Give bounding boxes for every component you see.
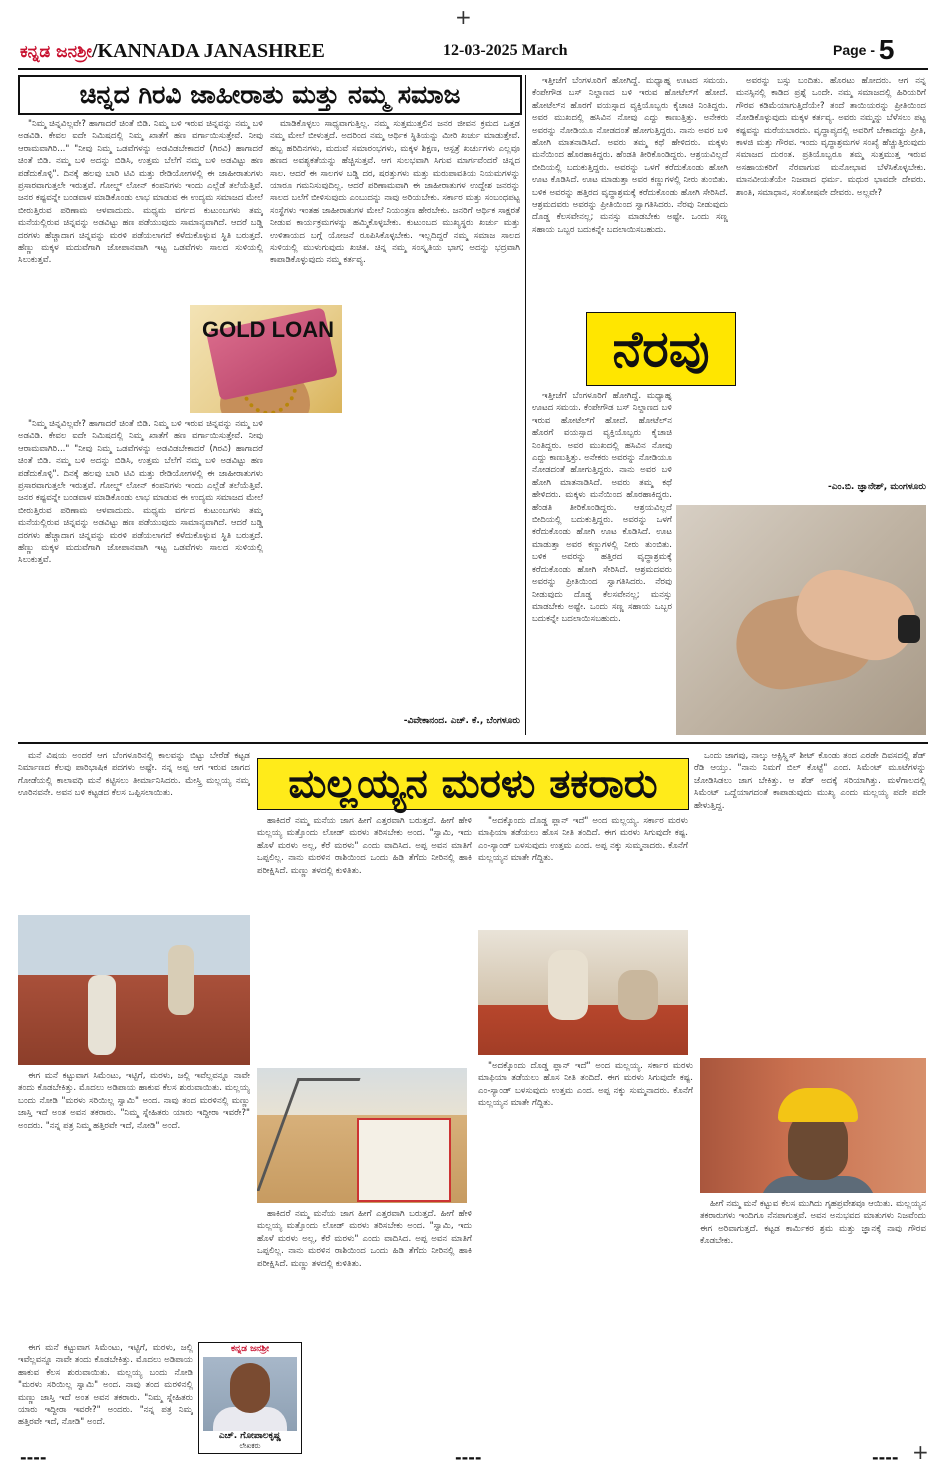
article1-headline-box <box>18 75 522 115</box>
page-indicator <box>833 34 894 66</box>
crop-mark-bottom: + <box>912 1440 929 1464</box>
construction-worker-image <box>700 1058 926 1193</box>
article3-col-left-top-text: ಮನೆ ವಿಷಯ ಅಂದರೆ ಆಗ ಬೆಂಗಳೂರಿನಲ್ಲಿ ಕಾಲವನ್ನು ಬಿಟ್ಟು ಬೇರೆಡೆ ಕಟ್ಟಡ ನಿರ್ಮಾಣದ ಕೆಲವು ಪಾರಿಭಾಷಿಕ ಪದಗಳು ಅಷ್ಟೇ. ನನ್ನ ಅಪ್ಪ ಆಗ ಇರುವ ಜಾಗದ ಗೋಡೆಯಲ್ಲಿ ಕಾಲಾವಧಿ ಮನೆ ಕಟ್ಟಿಸಲು ತೀರ್ಮಾನಿಸಿದರು. ಮೇಸ್ತ್ರಿ ಮಲ್ಲಯ್ಯ ನಮ್ಮ ಊರಿನವನೇ. ಅವನ ಬಳಿ ಕಟ್ಟಡದ ಕೆಲಸ ಒಪ್ಪಿಸಲಾಯಿತು. <box>18 751 250 799</box>
article3-col-mid2-bottom-text: "ಅದಕ್ಕೊಂದು ದೊಡ್ಡ ಪ್ಲಾನ್ ಇದೆ" ಅಂದ ಮಲ್ಲಯ್ಯ. ಸರ್ಕಾರ ಮರಳು ಮಾಫಿಯಾ ತಡೆಯಲು ಹೊಸ ನೀತಿ ತಂದಿದೆ. ಈಗ ಮರಳು ಸಿಗುವುದೇ ಕಷ್ಟ. ಎಂ-ಸ್ಯಾಂಡ್ ಬಳಸುವುದು ಉತ್ತಮ ಎಂದ. ಅಪ್ಪ ನಕ್ಕು ಸುಮ್ಮನಾದರು. ಕೊನೆಗೆ ಮಲ್ಲಯ್ಯನ ಮಾತೇ ಗೆದ್ದಿತು. <box>478 1061 693 1109</box>
bricklaying-image <box>478 930 688 1055</box>
article2-col2 <box>736 75 926 465</box>
author-box-title: ಕನ್ನಡ ಜನಶ್ರೀ <box>230 1344 270 1354</box>
article1-byline: -ವಿವೇಕಾನಂದ. ಎಚ್. ಕೆ., ಬೆಂಗಳೂರು <box>403 716 520 726</box>
wristwatch-shape <box>898 615 920 643</box>
author-face-shape <box>230 1363 270 1413</box>
article3-col-left-top <box>18 750 250 910</box>
masthead-brand <box>20 40 325 63</box>
article1-col1-bottom <box>18 418 263 728</box>
article1-col1-text: "ನಿಮ್ಮ ಚಿನ್ನವಿಲ್ಲವೇ? ಹಾಗಾದರೆ ಚಿಂತೆ ಬಿಡಿ. ನಿಮ್ಮ ಬಳಿ ಇರುವ ಚಿನ್ನವನ್ನು ನಮ್ಮ ಬಳಿ ಅಡವಿಡಿ. ಕೇವಲ ಐದೇ ನಿಮಿಷದಲ್ಲಿ ನಿಮ್ಮ ಖಾತೆಗೆ ಹಣ ವರ್ಗಾಯಿಸುತ್ತೇವೆ. ನೀವು ಆರಾಮವಾಗಿರಿ..." "ನೀವು ನಿಮ್ಮ ಒಡವೆಗಳನ್ನು ಅಡವಿಡಬೇಕಾದರೆ (ಗಿರವಿ) ಹಾಗಾದರೆ ಚಿಂತೆ ಬಿಡಿ. ನಮ್ಮ ಬಳಿ ಅದನ್ನು ಬಿಡಿಸಿ, ಉತ್ತಮ ಬೆಲೆಗೆ ನಮ್ಮ ಬಳಿ ಅಡವಿಟ್ಟು ಹಣ ಪಡೆದುಕೊಳ್ಳಿ". ದಿನಕ್ಕೆ ಹಲವು ಬಾರಿ ಟಿವಿ ಮತ್ತು ರೇಡಿಯೋಗಳಲ್ಲಿ ಈ ಜಾಹೀರಾತುಗಳು ಪ್ರಸಾರವಾಗುತ್ತಲೇ ಇರುತ್ತವೆ. ಗೋಲ್ಡ್ ಲೋನ್ ಕಂಪನಿಗಳು ಇಂದು ಎಲ್ಲೆಡೆ ತಲೆಯೆತ್ತಿವೆ. ಜನರ ಕಷ್ಟವನ್ನೇ ಬಂಡವಾಳ ಮಾಡಿಕೊಂಡು ಲಾಭ ಮಾಡುವ ಈ ಉದ್ಯಮ ಸಮಾಜದ ಮೇಲೆ ಬೀರುತ್ತಿರುವ ಪರಿಣಾಮ ಆಳವಾದುದು. ಮಧ್ಯಮ ವರ್ಗದ ಕುಟುಂಬಗಳು ತಮ್ಮ ಮನೆಯಲ್ಲಿರುವ ಚಿನ್ನವನ್ನು ಅಡವಿಟ್ಟು ಹಣ ಪಡೆಯುವುದು ಸಾಮಾನ್ಯವಾಗಿದೆ. ಆದರೆ ಬಡ್ಡಿ ದರಗಳು ಹೆಚ್ಚಾದಾಗ ಚಿನ್ನವನ್ನು ಮರಳಿ ಪಡೆಯಲಾಗದೆ ಕಳೆದುಕೊಳ್ಳುವ ಸ್ಥಿತಿ ಬರುತ್ತದೆ. ಹೆಣ್ಣು ಮಕ್ಕಳ ಮದುವೆಗಾಗಿ ಜೋಪಾನವಾಗಿ ಇಟ್ಟ ಒಡವೆಗಳು ಸಾಲದ ಸುಳಿಯಲ್ಲಿ ಸಿಲುಕುತ್ತವೆ. <box>18 119 263 266</box>
author-role: ಲೇಖಕರು <box>239 1442 261 1450</box>
issue-date: 12-03-2025 March <box>443 42 568 59</box>
article3-headline: ಮಲ್ಲಯ್ಯನ ಮರಳು ತಕರಾರು <box>288 761 658 807</box>
article1-col1-continued: "ನಿಮ್ಮ ಚಿನ್ನವಿಲ್ಲವೇ? ಹಾಗಾದರೆ ಚಿಂತೆ ಬಿಡಿ. ನಿಮ್ಮ ಬಳಿ ಇರುವ ಚಿನ್ನವನ್ನು ನಮ್ಮ ಬಳಿ ಅಡವಿಡಿ. ಕೇವಲ ಐದೇ ನಿಮಿಷದಲ್ಲಿ ನಿಮ್ಮ ಖಾತೆಗೆ ಹಣ ವರ್ಗಾಯಿಸುತ್ತೇವೆ. ನೀವು ಆರಾಮವಾಗಿರಿ..." "ನೀವು ನಿಮ್ಮ ಒಡವೆಗಳನ್ನು ಅಡವಿಡಬೇಕಾದರೆ (ಗಿರವಿ) ಹಾಗಾದರೆ ಚಿಂತೆ ಬಿಡಿ. ನಮ್ಮ ಬಳಿ ಅದನ್ನು ಬಿಡಿಸಿ, ಉತ್ತಮ ಬೆಲೆಗೆ ನಮ್ಮ ಬಳಿ ಅಡವಿಟ್ಟು ಹಣ ಪಡೆದುಕೊಳ್ಳಿ". ದಿನಕ್ಕೆ ಹಲವು ಬಾರಿ ಟಿವಿ ಮತ್ತು ರೇಡಿಯೋಗಳಲ್ಲಿ ಈ ಜಾಹೀರಾತುಗಳು ಪ್ರಸಾರವಾಗುತ್ತಲೇ ಇರುತ್ತವೆ. ಗೋಲ್ಡ್ ಲೋನ್ ಕಂಪನಿಗಳು ಇಂದು ಎಲ್ಲೆಡೆ ತಲೆಯೆತ್ತಿವೆ. ಜನರ ಕಷ್ಟವನ್ನೇ ಬಂಡವಾಳ ಮಾಡಿಕೊಂಡು ಲಾಭ ಮಾಡುವ ಈ ಉದ್ಯಮ ಸಮಾಜದ ಮೇಲೆ ಬೀರುತ್ತಿರುವ ಪರಿಣಾಮ ಆಳವಾದುದು. ಮಧ್ಯಮ ವರ್ಗದ ಕುಟುಂಬಗಳು ತಮ್ಮ ಮನೆಯಲ್ಲಿರುವ ಚಿನ್ನವನ್ನು ಅಡವಿಟ್ಟು ಹಣ ಪಡೆಯುವುದು ಸಾಮಾನ್ಯವಾಗಿದೆ. ಆದರೆ ಬಡ್ಡಿ ದರಗಳು ಹೆಚ್ಚಾದಾಗ ಚಿನ್ನವನ್ನು ಮರಳಿ ಪಡೆಯಲಾಗದೆ ಕಳೆದುಕೊಳ್ಳುವ ಸ್ಥಿತಿ ಬರುತ್ತದೆ. ಹೆಣ್ಣು ಮಕ್ಕಳ ಮದುವೆಗಾಗಿ ಜೋಪಾನವಾಗಿ ಇಟ್ಟ ಒಡವೆಗಳು ಸಾಲದ ಸುಳಿಯಲ್ಲಿ ಸಿಲುಕುತ್ತವೆ. <box>18 419 263 566</box>
brick-workers-image <box>18 915 250 1065</box>
author-name: ಎಚ್. ಗೋಪಾಲಕೃಷ್ಣ <box>218 1431 282 1441</box>
gold-loan-label: GOLD LOAN <box>202 317 334 342</box>
article2-col1-continued: ಇತ್ತೀಚೆಗೆ ಬೆಂಗಳೂರಿಗೆ ಹೋಗಿದ್ದೆ. ಮಧ್ಯಾಹ್ನ ಊಟದ ಸಮಯ. ಕೆಂಪೇಗೌಡ ಬಸ್ ನಿಲ್ದಾಣದ ಬಳಿ ಇರುವ ಹೋಟೆಲ್‌ಗೆ ಹೋದೆ. ಹೋಟೆಲ್‌ನ ಹೊರಗೆ ವಯಸ್ಸಾದ ವ್ಯಕ್ತಿಯೊಬ್ಬರು ಕೈಚಾಚಿ ನಿಂತಿದ್ದರು. ಅವರ ಮುಖದಲ್ಲಿ ಹಸಿವಿನ ನೋವು ಎದ್ದು ಕಾಣುತ್ತಿತ್ತು. ಅನೇಕರು ಅವರನ್ನು ನೋಡಿಯೂ ನೋಡದಂತೆ ಹೋಗುತ್ತಿದ್ದರು. ನಾನು ಅವರ ಬಳಿ ಹೋಗಿ ಮಾತನಾಡಿಸಿದೆ. ಅವರು ತಮ್ಮ ಕಥೆ ಹೇಳಿದರು. ಮಕ್ಕಳು ಮನೆಯಿಂದ ಹೊರಹಾಕಿದ್ದರು. ಹೆಂಡತಿ ತೀರಿಕೊಂಡಿದ್ದರು. ಆಶ್ರಯವಿಲ್ಲದೆ ಬೀದಿಯಲ್ಲಿ ಬದುಕುತ್ತಿದ್ದರು. ಅವರನ್ನು ಒಳಗೆ ಕರೆದುಕೊಂಡು ಹೋಗಿ ಊಟ ಕೊಡಿಸಿದೆ. ಊಟ ಮಾಡುತ್ತಾ ಅವರ ಕಣ್ಣುಗಳಲ್ಲಿ ನೀರು ತುಂಬಿತು. ಬಳಿಕ ಅವರನ್ನು ಹತ್ತಿರದ ವೃದ್ಧಾಶ್ರಮಕ್ಕೆ ಕರೆದುಕೊಂಡು ಹೋಗಿ ಸೇರಿಸಿದೆ. ಆಶ್ರಮದವರು ಅವರನ್ನು ಪ್ರೀತಿಯಿಂದ ಸ್ವಾಗತಿಸಿದರು. ನೆರವು ನೀಡುವುದು ದೊಡ್ಡ ಕೆಲಸವೇನಲ್ಲ; ಮನಸ್ಸು ಮಾಡಬೇಕು ಅಷ್ಟೇ. ಒಂದು ಸಣ್ಣ ಸಹಾಯ ಒಬ್ಬರ ಬದುಕನ್ನೇ ಬದಲಾಯಿಸಬಹುದು. <box>532 391 672 625</box>
footer-dash-center: ---- <box>455 1448 482 1467</box>
worker-figure <box>88 975 116 1055</box>
article2-col1-bottom <box>532 390 672 735</box>
footer-dash-left: ---- <box>20 1448 47 1467</box>
article3-col-left-bottom <box>18 1342 193 1452</box>
article2-col2-text: ಅವರನ್ನು ಬಸ್ಸು ಬಂದಿತು. ಹೊರಟು ಹೋದರು. ಆಗ ನನ್ನ ಮನಸ್ಸಿನಲ್ಲಿ ಕಾಡಿದ ಪ್ರಶ್ನೆ ಒಂದೇ. ನಮ್ಮ ಸಮಾಜದಲ್ಲಿ ಹಿರಿಯರಿಗೆ ಗೌರವ ಕಡಿಮೆಯಾಗುತ್ತಿದೆಯೇ? ತಂದೆ ತಾಯಿಯರನ್ನು ಪ್ರೀತಿಯಿಂದ ನೋಡಿಕೊಳ್ಳುವುದು ಮಕ್ಕಳ ಕರ್ತವ್ಯ. ಅವರು ನಮ್ಮನ್ನು ಬೆಳೆಸಲು ಪಟ್ಟ ಕಷ್ಟವನ್ನು ಮರೆಯಬಾರದು. ವೃದ್ಧಾಪ್ಯದಲ್ಲಿ ಅವರಿಗೆ ಬೇಕಾದದ್ದು ಪ್ರೀತಿ, ಕಾಳಜಿ ಮತ್ತು ಗೌರವ. ಇಂದು ವೃದ್ಧಾಶ್ರಮಗಳ ಸಂಖ್ಯೆ ಹೆಚ್ಚುತ್ತಿರುವುದು ಸಮಾಜದ ದುರಂತ. ಪ್ರತಿಯೊಬ್ಬರೂ ತಮ್ಮ ಸುತ್ತಮುತ್ತ ಇರುವ ಅಸಹಾಯಕರಿಗೆ ನೆರವಾಗುವ ಮನೋಭಾವ ಬೆಳೆಸಿಕೊಳ್ಳಬೇಕು. ಮಾನವೀಯತೆಯೇ ನಿಜವಾದ ಧರ್ಮ. ಮಧುರ ಭಾವದೇ ದೇವರು. ಶಾಂತಿ, ಸಮಾಧಾನ, ಸಂತೋಷವೇ ದೇವರು. ಅಲ್ಲವೇ? <box>736 76 926 198</box>
mason-figure <box>618 970 658 1020</box>
article3-col-right-text: ಒಂದು ಜಾಗವು, ನಾಲ್ಕು ಆಕ್ಸಿಸ್ಲ್ಲಿಸ್ ಶೀಟ್ ಕೊಂಡು ತಂದ ಎರಡೇ ದಿವಸದಲ್ಲಿ ಶೆಡ್ ರೆಡಿ ಆಯ್ತು. "ನಾನು ನಿಮಗೆ ಬಿಲ್ ಕೊಟ್ಟೆ" ಎಂದ. ಸಿಮೆಂಟ್ ಮೂಟೆಗಳನ್ನು ಜೋಡಿಸಿಡಲು ಜಾಗ ಬೇಕಿತ್ತು. ಆ ಶೆಡ್ ಅದಕ್ಕೆ ಸರಿಯಾಗಿತ್ತು. ಮಳೆಗಾಲದಲ್ಲಿ ಸಿಮೆಂಟ್ ಒದ್ದೆಯಾಗದಂತೆ ಕಾಪಾಡುವುದು ಮುಖ್ಯ ಎಂದು ಮಲ್ಲಯ್ಯ ಪದೇ ಪದೇ ಹೇಳುತ್ತಿದ್ದ. <box>694 751 926 811</box>
article1-col1-top <box>18 118 263 308</box>
page-number: 5 <box>878 34 895 65</box>
article3-col-left-mid <box>18 1070 250 1338</box>
article2-col1-text: ಇತ್ತೀಚೆಗೆ ಬೆಂಗಳೂರಿಗೆ ಹೋಗಿದ್ದೆ. ಮಧ್ಯಾಹ್ನ ಊಟದ ಸಮಯ. ಕೆಂಪೇಗೌಡ ಬಸ್ ನಿಲ್ದಾಣದ ಬಳಿ ಇರುವ ಹೋಟೆಲ್‌ಗೆ ಹೋದೆ. ಹೋಟೆಲ್‌ನ ಹೊರಗೆ ವಯಸ್ಸಾದ ವ್ಯಕ್ತಿಯೊಬ್ಬರು ಕೈಚಾಚಿ ನಿಂತಿದ್ದರು. ಅವರ ಮುಖದಲ್ಲಿ ಹಸಿವಿನ ನೋವು ಎದ್ದು ಕಾಣುತ್ತಿತ್ತು. ಅನೇಕರು ಅವರನ್ನು ನೋಡಿಯೂ ನೋಡದಂತೆ ಹೋಗುತ್ತಿದ್ದರು. ನಾನು ಅವರ ಬಳಿ ಹೋಗಿ ಮಾತನಾಡಿಸಿದೆ. ಅವರು ತಮ್ಮ ಕಥೆ ಹೇಳಿದರು. ಮಕ್ಕಳು ಮನೆಯಿಂದ ಹೊರಹಾಕಿದ್ದರು. ಹೆಂಡತಿ ತೀರಿಕೊಂಡಿದ್ದರು. ಆಶ್ರಯವಿಲ್ಲದೆ ಬೀದಿಯಲ್ಲಿ ಬದುಕುತ್ತಿದ್ದರು. ಅವರನ್ನು ಒಳಗೆ ಕರೆದುಕೊಂಡು ಹೋಗಿ ಊಟ ಕೊಡಿಸಿದೆ. ಊಟ ಮಾಡುತ್ತಾ ಅವರ ಕಣ್ಣುಗಳಲ್ಲಿ ನೀರು ತುಂಬಿತು. ಬಳಿಕ ಅವರನ್ನು ಹತ್ತಿರದ ವೃದ್ಧಾಶ್ರಮಕ್ಕೆ ಕರೆದುಕೊಂಡು ಹೋಗಿ ಸೇರಿಸಿದೆ. ಆಶ್ರಮದವರು ಅವರನ್ನು ಪ್ರೀತಿಯಿಂದ ಸ್ವಾಗತಿಸಿದರು. ನೆರವು ನೀಡುವುದು ದೊಡ್ಡ ಕೆಲಸವೇನಲ್ಲ; ಮನಸ್ಸು ಮಾಡಬೇಕು ಅಷ್ಟೇ. ಒಂದು ಸಣ್ಣ ಸಹಾಯ ಒಬ್ಬರ ಬದುಕನ್ನೇ ಬದಲಾಯಿಸಬಹುದು. <box>532 76 728 235</box>
article3-col-right-bottom <box>700 1198 926 1453</box>
article3-col-mid2-text: "ಅದಕ್ಕೊಂದು ದೊಡ್ಡ ಪ್ಲಾನ್ ಇದೆ" ಅಂದ ಮಲ್ಲಯ್ಯ. ಸರ್ಕಾರ ಮರಳು ಮಾಫಿಯಾ ತಡೆಯಲು ಹೊಸ ನೀತಿ ತಂದಿದೆ. ಈಗ ಮರಳು ಸಿಗುವುದೇ ಕಷ್ಟ. ಎಂ-ಸ್ಯಾಂಡ್ ಬಳಸುವುದು ಉತ್ತಮ ಎಂದ. ಅಪ್ಪ ನಕ್ಕು ಸುಮ್ಮನಾದರು. ಕೊನೆಗೆ ಮಲ್ಲಯ್ಯನ ಮಾತೇ ಗೆದ್ದಿತು. <box>478 816 688 864</box>
sand-truck-image <box>257 1068 467 1203</box>
section-rule <box>18 742 928 744</box>
conveyor-shape <box>257 1078 361 1191</box>
truck-shape <box>357 1118 451 1202</box>
article3-col-mid <box>257 815 472 1070</box>
brand-separator: / <box>91 40 98 62</box>
worker-figure <box>168 945 194 1015</box>
article3-col-mid-text: ಹಾಕಿದರೆ ನಮ್ಮ ಮನೆಯ ಜಾಗ ಹೀಗೆ ಎತ್ತರವಾಗಿ ಬರುತ್ತದೆ. ಹೀಗೆ ಹೇಳಿ ಮಲ್ಲಯ್ಯ ಮತ್ತೊಂದು ಲೋಡ್ ಮರಳು ತರಿಸಬೇಕು ಅಂದ. "ಸ್ವಾಮಿ, ಇದು ಹೊಳೆ ಮರಳು ಅಲ್ಲ, ಕೆರೆ ಮರಳು" ಎಂದು ವಾದಿಸಿದ. ಅಪ್ಪ ಅವನ ಮಾತಿಗೆ ಒಪ್ಪಲಿಲ್ಲ. ನಾನು ಮರಳಿನ ರಾಶಿಯಿಂದ ಒಂದು ಹಿಡಿ ತೆಗೆದು ನೀರಿನಲ್ಲಿ ಹಾಕಿ ಪರೀಕ್ಷಿಸಿದೆ. ಮಣ್ಣು ತಳದಲ್ಲಿ ಕುಳಿತಿತು. <box>257 816 472 876</box>
brand-kannada: ಕನ್ನಡ ಜನಶ್ರೀ <box>20 42 92 62</box>
author-box <box>198 1342 302 1454</box>
article1-headline: ಚಿನ್ನದ ಗಿರವಿ ಜಾಹೀರಾತು ಮತ್ತು ನಮ್ಮ ಸಮಾಜ <box>79 80 461 109</box>
mason-figure <box>548 950 588 1020</box>
article2-headline: ನೆರವು <box>612 320 710 378</box>
article3-headline-box <box>257 758 689 810</box>
article2-byline: -ಎಂ.ಬಿ. ಜ್ಞಾನೇಶ್, ಮಂಗಳೂರು <box>827 482 926 492</box>
author-photo <box>203 1357 297 1431</box>
article3-col-right2-text: ಹೀಗೆ ನಮ್ಮ ಮನೆ ಕಟ್ಟುವ ಕೆಲಸ ಮುಗಿದು ಗೃಹಪ್ರವೇಶವೂ ಆಯಿತು. ಮಲ್ಲಯ್ಯನ ತಕರಾರುಗಳು ಇಂದಿಗೂ ನೆನಪಾಗುತ್ತವೆ. ಅವನ ಅನುಭವದ ಮಾತುಗಳು ನಿಜವೆಂದು ಈಗ ಅರಿವಾಗುತ್ತದೆ. ಕಟ್ಟಡ ಕಾರ್ಮಿಕರ ಶ್ರಮ ಮತ್ತು ಜ್ಞಾನಕ್ಕೆ ನಾವು ಗೌರವ ಕೊಡಬೇಕು. <box>700 1199 926 1247</box>
article3-col-mid-bottom-text: ಹಾಕಿದರೆ ನಮ್ಮ ಮನೆಯ ಜಾಗ ಹೀಗೆ ಎತ್ತರವಾಗಿ ಬರುತ್ತದೆ. ಹೀಗೆ ಹೇಳಿ ಮಲ್ಲಯ್ಯ ಮತ್ತೊಂದು ಲೋಡ್ ಮರಳು ತರಿಸಬೇಕು ಅಂದ. "ಸ್ವಾಮಿ, ಇದು ಹೊಳೆ ಮರಳು ಅಲ್ಲ, ಕೆರೆ ಮರಳು" ಎಂದು ವಾದಿಸಿದ. ಅಪ್ಪ ಅವನ ಮಾತಿಗೆ ಒಪ್ಪಲಿಲ್ಲ. ನಾನು ಮರಳಿನ ರಾಶಿಯಿಂದ ಒಂದು ಹಿಡಿ ತೆಗೆದು ನೀರಿನಲ್ಲಿ ಹಾಕಿ ಪರೀಕ್ಷಿಸಿದೆ. ಮಣ್ಣು ತಳದಲ್ಲಿ ಕುಳಿತಿತು. <box>257 1209 472 1269</box>
holding-hands-image <box>676 505 926 735</box>
article2-col1-top <box>532 75 728 307</box>
hard-hat-shape <box>778 1088 858 1122</box>
article3-col-mid-right-bottom <box>478 1060 693 1450</box>
article3-col-mid-right <box>478 815 688 925</box>
article3-col-left-bottom-text: ಈಗ ಮನೆ ಕಟ್ಟುವಾಗ ಸಿಮೆಂಟು, ಇಟ್ಟಿಗೆ, ಮರಳು, ಜಲ್ಲಿ ಇವೆಲ್ಲವನ್ನೂ ನಾವೇ ತಂದು ಕೊಡಬೇಕಿತ್ತು. ಮೊದಲು ಅಡಿಪಾಯ ಹಾಕುವ ಕೆಲಸ ಶುರುವಾಯಿತು. ಮಲ್ಲಯ್ಯ ಬಂದು ನೋಡಿ "ಮರಳು ಸರಿಯಿಲ್ಲ ಸ್ವಾಮಿ" ಅಂದ. ನಾವು ತಂದ ಮರಳಿನಲ್ಲಿ ಮಣ್ಣು ಜಾಸ್ತಿ ಇದೆ ಅಂತ ಅವನ ತಕರಾರು. "ನಿಮ್ಮ ಸ್ನೇಹಿತರು ಯಾರು ಇದ್ದೀರಾ ಇವರೇ?" ಅಂದರು. "ನನ್ನ ಪತ್ರ ನಿಮ್ಮ ಹತ್ತಿರವೇ ಇದೆ, ನೋಡಿ" ಅಂದೆ. <box>18 1343 193 1428</box>
footer-dash-right: ---- <box>872 1448 899 1467</box>
column-divider <box>525 75 526 735</box>
article3-col-right <box>694 750 926 1050</box>
page-label: Page - <box>833 42 876 58</box>
crop-mark-top: + <box>455 5 472 29</box>
article1-col2-text: ಮಾಡಿಕೊಳ್ಳಲು ಸಾಧ್ಯವಾಗುತ್ತಿಲ್ಲ. ನಮ್ಮ ಸುತ್ತಮುತ್ತಲಿನ ಜನರ ಜೀವನ ಕ್ರಮದ ಒತ್ತಡ ನಮ್ಮ ಮೇಲೆ ಬೀಳುತ್ತದೆ. ಅದರಿಂದ ನಮ್ಮ ಆರ್ಥಿಕ ಸ್ಥಿತಿಯನ್ನು ಮೀರಿ ಖರ್ಚು ಮಾಡುತ್ತೇವೆ. ಹಬ್ಬ ಹರಿದಿನಗಳು, ಮದುವೆ ಸಮಾರಂಭಗಳು, ಮಕ್ಕಳ ಶಿಕ್ಷಣ, ಆಸ್ಪತ್ರೆ ಖರ್ಚುಗಳು ಎಲ್ಲವೂ ಹಣದ ಅವಶ್ಯಕತೆಯನ್ನು ಹೆಚ್ಚಿಸುತ್ತವೆ. ಆಗ ಸುಲಭವಾಗಿ ಸಿಗುವ ಮಾರ್ಗವೆಂದರೆ ಚಿನ್ನದ ಸಾಲ. ಆದರೆ ಈ ಸಾಲಗಳ ಬಡ್ಡಿ ದರ, ಷರತ್ತುಗಳು ಮತ್ತು ಮರುಪಾವತಿಯ ನಿಯಮಗಳನ್ನು ಯಾರೂ ಗಮನಿಸುವುದಿಲ್ಲ. ಆದರೆ ಪರಿಣಾಮವಾಗಿ ಈ ಜಾಹೀರಾತುಗಳ ಉದ್ದೇಶ ಜನರನ್ನು ಸಾಲದ ಬಲೆಗೆ ಬೀಳಿಸುವುದು ಎಂಬುದನ್ನು ನಾವು ಅರಿಯಬೇಕು. ಸರ್ಕಾರ ಮತ್ತು ಸಂಬಂಧಪಟ್ಟ ಸಂಸ್ಥೆಗಳು ಇಂತಹ ಜಾಹೀರಾತುಗಳ ಮೇಲೆ ನಿಯಂತ್ರಣ ಹೇರಬೇಕು. ಜನರಿಗೆ ಆರ್ಥಿಕ ಸಾಕ್ಷರತೆ ನೀಡುವ ಕಾರ್ಯಕ್ರಮಗಳನ್ನು ಹಮ್ಮಿಕೊಳ್ಳಬೇಕು. ಕುಟುಂಬದ ಮುಖ್ಯಸ್ಥರು ಖರ್ಚು ಮತ್ತು ಉಳಿತಾಯದ ಬಗ್ಗೆ ಯೋಜನೆ ರೂಪಿಸಿಕೊಳ್ಳಬೇಕು. ಇಲ್ಲದಿದ್ದರೆ ನಮ್ಮ ಸಮಾಜ ಸಾಲದ ಸುಳಿಯಲ್ಲಿ ಮುಳುಗುವುದು ಖಚಿತ. ಚಿನ್ನ ನಮ್ಮ ಸಂಸ್ಕೃತಿಯ ಭಾಗ; ಅದನ್ನು ಭದ್ರವಾಗಿ ಕಾಪಾಡಿಕೊಳ್ಳುವುದು ನಮ್ಮ ಕರ್ತವ್ಯ. <box>270 119 520 266</box>
article3-col-left-mid-text: ಈಗ ಮನೆ ಕಟ್ಟುವಾಗ ಸಿಮೆಂಟು, ಇಟ್ಟಿಗೆ, ಮರಳು, ಜಲ್ಲಿ ಇವೆಲ್ಲವನ್ನೂ ನಾವೇ ತಂದು ಕೊಡಬೇಕಿತ್ತು. ಮೊದಲು ಅಡಿಪಾಯ ಹಾಕುವ ಕೆಲಸ ಶುರುವಾಯಿತು. ಮಲ್ಲಯ್ಯ ಬಂದು ನೋಡಿ "ಮರಳು ಸರಿಯಿಲ್ಲ ಸ್ವಾಮಿ" ಅಂದ. ನಾವು ತಂದ ಮರಳಿನಲ್ಲಿ ಮಣ್ಣು ಜಾಸ್ತಿ ಇದೆ ಅಂತ ಅವನ ತಕರಾರು. "ನಿಮ್ಮ ಸ್ನೇಹಿತರು ಯಾರು ಇದ್ದೀರಾ ಇವರೇ?" ಅಂದರು. "ನನ್ನ ಪತ್ರ ನಿಮ್ಮ ಹತ್ತಿರವೇ ಇದೆ, ನೋಡಿ" ಅಂದೆ. <box>18 1071 250 1131</box>
article1-col2 <box>270 118 520 718</box>
brand-english: KANNADA JANASHREE <box>97 40 325 62</box>
article2-headline-box <box>586 312 736 386</box>
masthead-rule <box>18 68 928 70</box>
